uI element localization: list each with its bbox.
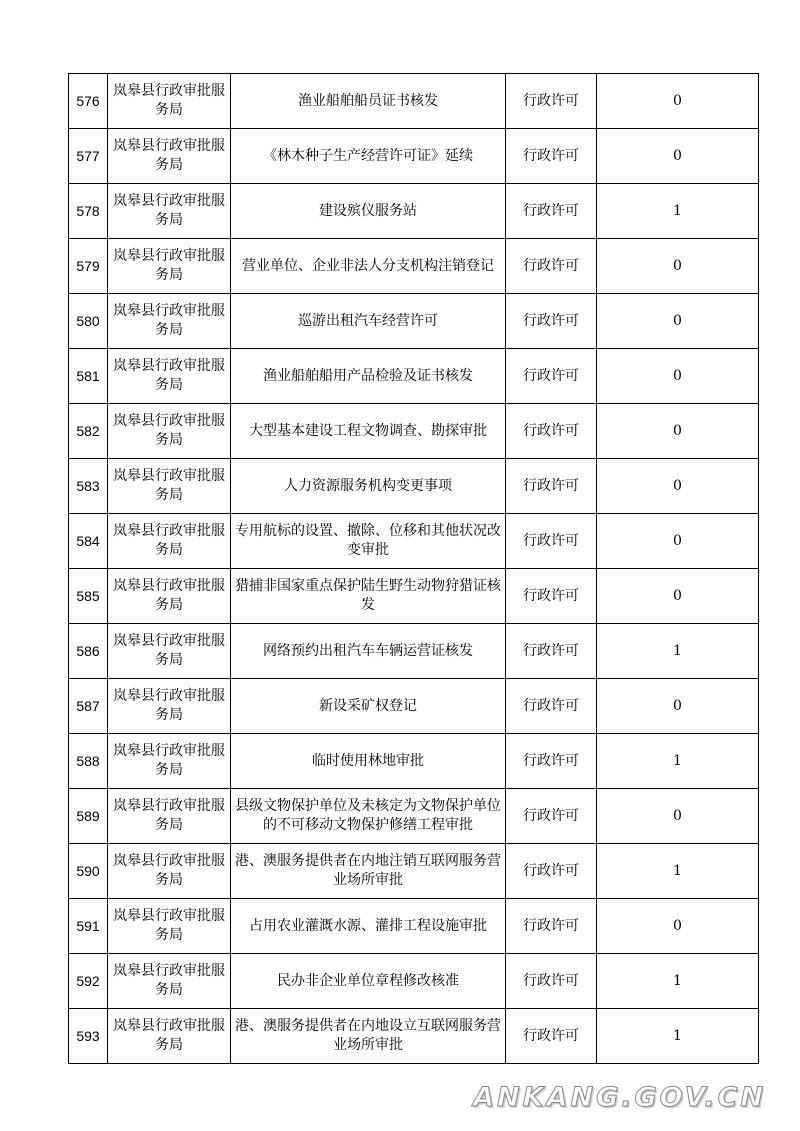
item-name-cell: 港、澳服务提供者在内地注销互联网服务营业场所审批	[231, 844, 506, 899]
count-cell: 0	[597, 899, 759, 954]
department-cell: 岚皋县行政审批服务局	[108, 899, 231, 954]
table-row	[69, 624, 759, 679]
department-cell: 岚皋县行政审批服务局	[108, 404, 231, 459]
row-number: 585	[69, 569, 108, 624]
table-row	[69, 349, 759, 404]
department-cell: 岚皋县行政审批服务局	[108, 569, 231, 624]
department-cell: 岚皋县行政审批服务局	[108, 459, 231, 514]
item-name-cell: 新设采矿权登记	[231, 679, 506, 734]
item-name-cell: 民办非企业单位章程修改核准	[231, 954, 506, 1009]
row-number: 593	[69, 1009, 108, 1064]
item-type-cell: 行政许可	[506, 74, 597, 129]
table-row	[69, 184, 759, 239]
item-type-cell: 行政许可	[506, 899, 597, 954]
row-number: 582	[69, 404, 108, 459]
department-cell: 岚皋县行政审批服务局	[108, 294, 231, 349]
item-name-cell: 建设殡仪服务站	[231, 184, 506, 239]
count-cell: 0	[597, 789, 759, 844]
item-name-cell: 渔业船舶船用产品检验及证书核发	[231, 349, 506, 404]
department-cell: 岚皋县行政审批服务局	[108, 844, 231, 899]
row-number: 578	[69, 184, 108, 239]
department-cell: 岚皋县行政审批服务局	[108, 734, 231, 789]
row-number: 583	[69, 459, 108, 514]
item-name-cell: 营业单位、企业非法人分支机构注销登记	[231, 239, 506, 294]
department-cell: 岚皋县行政审批服务局	[108, 239, 231, 294]
item-name-cell: 港、澳服务提供者在内地设立互联网服务营业场所审批	[231, 1009, 506, 1064]
table-row	[69, 294, 759, 349]
table-row	[69, 569, 759, 624]
item-type-cell: 行政许可	[506, 184, 597, 239]
item-name-cell: 占用农业灌溉水源、灌排工程设施审批	[231, 899, 506, 954]
table-row	[69, 404, 759, 459]
item-name-cell: 猎捕非国家重点保护陆生野生动物狩猎证核发	[231, 569, 506, 624]
count-cell: 0	[597, 679, 759, 734]
count-cell: 1	[597, 954, 759, 1009]
row-number: 577	[69, 129, 108, 184]
row-number: 591	[69, 899, 108, 954]
item-name-cell: 人力资源服务机构变更事项	[231, 459, 506, 514]
table-row	[69, 239, 759, 294]
count-cell: 0	[597, 459, 759, 514]
item-type-cell: 行政许可	[506, 569, 597, 624]
item-name-cell: 渔业船舶船员证书核发	[231, 74, 506, 129]
item-name-cell: 《林木种子生产经营许可证》延续	[231, 129, 506, 184]
row-number: 587	[69, 679, 108, 734]
item-name-cell: 县级文物保护单位及未核定为文物保护单位的不可移动文物保护修缮工程审批	[231, 789, 506, 844]
item-type-cell: 行政许可	[506, 239, 597, 294]
count-cell: 0	[597, 404, 759, 459]
count-cell: 1	[597, 1009, 759, 1064]
row-number: 592	[69, 954, 108, 1009]
table-row	[69, 459, 759, 514]
item-type-cell: 行政许可	[506, 734, 597, 789]
table-row	[69, 789, 759, 844]
department-cell: 岚皋县行政审批服务局	[108, 789, 231, 844]
row-number: 579	[69, 239, 108, 294]
item-type-cell: 行政许可	[506, 624, 597, 679]
approval-items-table	[68, 73, 759, 1064]
count-cell: 1	[597, 624, 759, 679]
item-type-cell: 行政许可	[506, 129, 597, 184]
count-cell: 0	[597, 239, 759, 294]
item-type-cell: 行政许可	[506, 844, 597, 899]
count-cell: 0	[597, 349, 759, 404]
count-cell: 1	[597, 184, 759, 239]
row-number: 581	[69, 349, 108, 404]
item-type-cell: 行政许可	[506, 294, 597, 349]
item-type-cell: 行政许可	[506, 459, 597, 514]
count-cell: 0	[597, 514, 759, 569]
row-number: 584	[69, 514, 108, 569]
row-number: 580	[69, 294, 108, 349]
item-type-cell: 行政许可	[506, 789, 597, 844]
item-type-cell: 行政许可	[506, 349, 597, 404]
item-type-cell: 行政许可	[506, 514, 597, 569]
item-type-cell: 行政许可	[506, 954, 597, 1009]
table-row	[69, 129, 759, 184]
department-cell: 岚皋县行政审批服务局	[108, 349, 231, 404]
count-cell: 1	[597, 734, 759, 789]
count-cell: 0	[597, 294, 759, 349]
table-row	[69, 844, 759, 899]
department-cell: 岚皋县行政审批服务局	[108, 679, 231, 734]
item-type-cell: 行政许可	[506, 1009, 597, 1064]
table-row	[69, 899, 759, 954]
row-number: 576	[69, 74, 108, 129]
item-name-cell: 大型基本建设工程文物调查、勘探审批	[231, 404, 506, 459]
table-row	[69, 679, 759, 734]
department-cell: 岚皋县行政审批服务局	[108, 184, 231, 239]
table-row	[69, 1009, 759, 1064]
table-row	[69, 74, 759, 129]
row-number: 588	[69, 734, 108, 789]
department-cell: 岚皋县行政审批服务局	[108, 129, 231, 184]
item-type-cell: 行政许可	[506, 404, 597, 459]
table-body	[69, 74, 759, 1064]
item-name-cell: 网络预约出租汽车车辆运营证核发	[231, 624, 506, 679]
table-row	[69, 734, 759, 789]
count-cell: 0	[597, 74, 759, 129]
count-cell: 0	[597, 569, 759, 624]
department-cell: 岚皋县行政审批服务局	[108, 1009, 231, 1064]
site-watermark: ANKANG.GOV.CN	[473, 1082, 766, 1113]
table-row	[69, 514, 759, 569]
item-name-cell: 专用航标的设置、撤除、位移和其他状况改变审批	[231, 514, 506, 569]
item-type-cell: 行政许可	[506, 679, 597, 734]
item-name-cell: 临时使用林地审批	[231, 734, 506, 789]
department-cell: 岚皋县行政审批服务局	[108, 954, 231, 1009]
department-cell: 岚皋县行政审批服务局	[108, 74, 231, 129]
item-name-cell: 巡游出租汽车经营许可	[231, 294, 506, 349]
count-cell: 1	[597, 844, 759, 899]
department-cell: 岚皋县行政审批服务局	[108, 624, 231, 679]
row-number: 589	[69, 789, 108, 844]
row-number: 586	[69, 624, 108, 679]
department-cell: 岚皋县行政审批服务局	[108, 514, 231, 569]
table-row	[69, 954, 759, 1009]
count-cell: 0	[597, 129, 759, 184]
row-number: 590	[69, 844, 108, 899]
